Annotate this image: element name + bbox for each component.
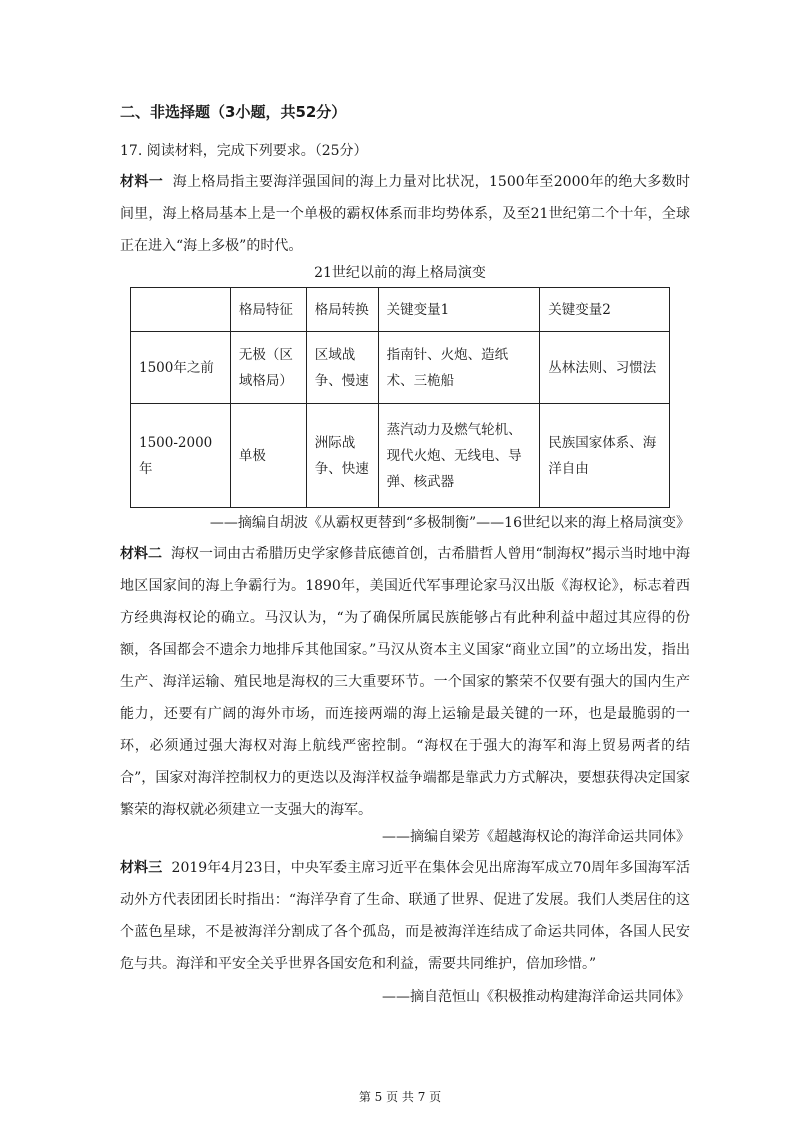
table-cell: 指南针、火炮、造纸术、三桅船 — [378, 332, 540, 404]
table-cell: 无极（区域格局） — [230, 332, 306, 404]
material-3-source: ——摘自范恒山《积极推动构建海洋命运共同体》 — [382, 989, 690, 1005]
table-cell: 丛林法则、习惯法 — [540, 332, 670, 404]
table-header-cell: 格局特征 — [230, 288, 306, 332]
table-source: ——摘编自胡波《从霸权更替到“多极制衡”——16世纪以来的海上格局演变》 — [209, 515, 690, 531]
table-cell: 蒸汽动力及燃气轮机、现代火炮、无线电、导弹、核武器 — [378, 404, 540, 508]
material-3-label: 材料三 — [120, 860, 163, 876]
material-2-text: 海权一词由古希腊历史学家修昔底德首创，古希腊哲人曾用“制海权”揭示当时地中海地区国家间的海上争霸行为。1890年，美国近代军事理论家马汉出版《海权论》，标志着西方经典海权论的确立。马汉认为，“为了确保所属民族能够占有此种利益中超过其应得的份额，各国都会不遗余力地排斥其他国家。”马汉从资本主义国家“商业立国”的立场出发，指出生产、海洋运输、殖民地是海权的三大重要环节。一个国家的繁荣不仅要有强大的国内生产能力，还要有广阔的海外市场，而连接两端的海上运输是最关键的一环，也是最脆弱的一环，必须通过强大海权对海上航线严密控制。“海权在于强大的海军和海上贸易两者的结合”，国家对海洋控制权力的更迭以及海洋权益争端都是靠武力方式解决，要想获得决定国家繁荣的海权就必须建立一支强大的海军。 — [120, 546, 691, 818]
section-title: 二、非选择题（3小题，共52分） — [120, 103, 347, 121]
question-17: 17. 阅读材料，完成下列要求。（25分） — [120, 143, 368, 159]
table-cell: 1500年之前 — [131, 332, 231, 404]
page-number: 第 5 页 共 7 页 — [358, 1090, 442, 1104]
material-2 — [120, 538, 690, 826]
material-3-text: 2019年4月23日，中央军委主席习近平在集体会见出席海军成立70周年多国海军活动外方代表团团长时指出：“海洋孕育了生命、联通了世界、促进了发展。我们人类居住的这个蓝色星球，不是被海洋分割成了各个孤岛，而是被海洋连结成了命运共同体，各国人民安危与共。海洋和平安全关乎世界各国安危和利益，需要共同维护，倍加珍惜。” — [120, 860, 691, 972]
table-row — [131, 404, 670, 508]
table-cell: 区域战争、慢速 — [306, 332, 378, 404]
table-header-cell: 格局转换 — [306, 288, 378, 332]
material-1-label: 材料一 — [120, 174, 164, 190]
table-header-cell: 关键变量2 — [540, 288, 670, 332]
material-1 — [120, 166, 690, 262]
material-2-source: ——摘编自梁芳《超越海权论的海洋命运共同体》 — [382, 829, 690, 845]
table-cell: 单极 — [230, 404, 306, 508]
table-cell: 洲际战争、快速 — [306, 404, 378, 508]
table-header-cell — [131, 288, 231, 332]
table-row — [131, 332, 670, 404]
table-header-cell: 关键变量1 — [378, 288, 540, 332]
sea-pattern-table — [130, 287, 670, 508]
table-cell: 1500-2000年 — [131, 404, 231, 508]
material-1-text: 海上格局指主要海洋强国间的海上力量对比状况，1500年至2000年的绝大多数时间里，海上格局基本上是一个单极的霸权体系而非均势体系，及至21世纪第二个十年，全球正在进入“海上多极”的时代。 — [120, 174, 690, 254]
table-header-row — [131, 288, 670, 332]
material-3 — [120, 852, 690, 980]
table-caption: 21世纪以前的海上格局演变 — [314, 265, 486, 281]
material-2-label: 材料二 — [120, 546, 163, 562]
table-cell: 民族国家体系、海洋自由 — [540, 404, 670, 508]
